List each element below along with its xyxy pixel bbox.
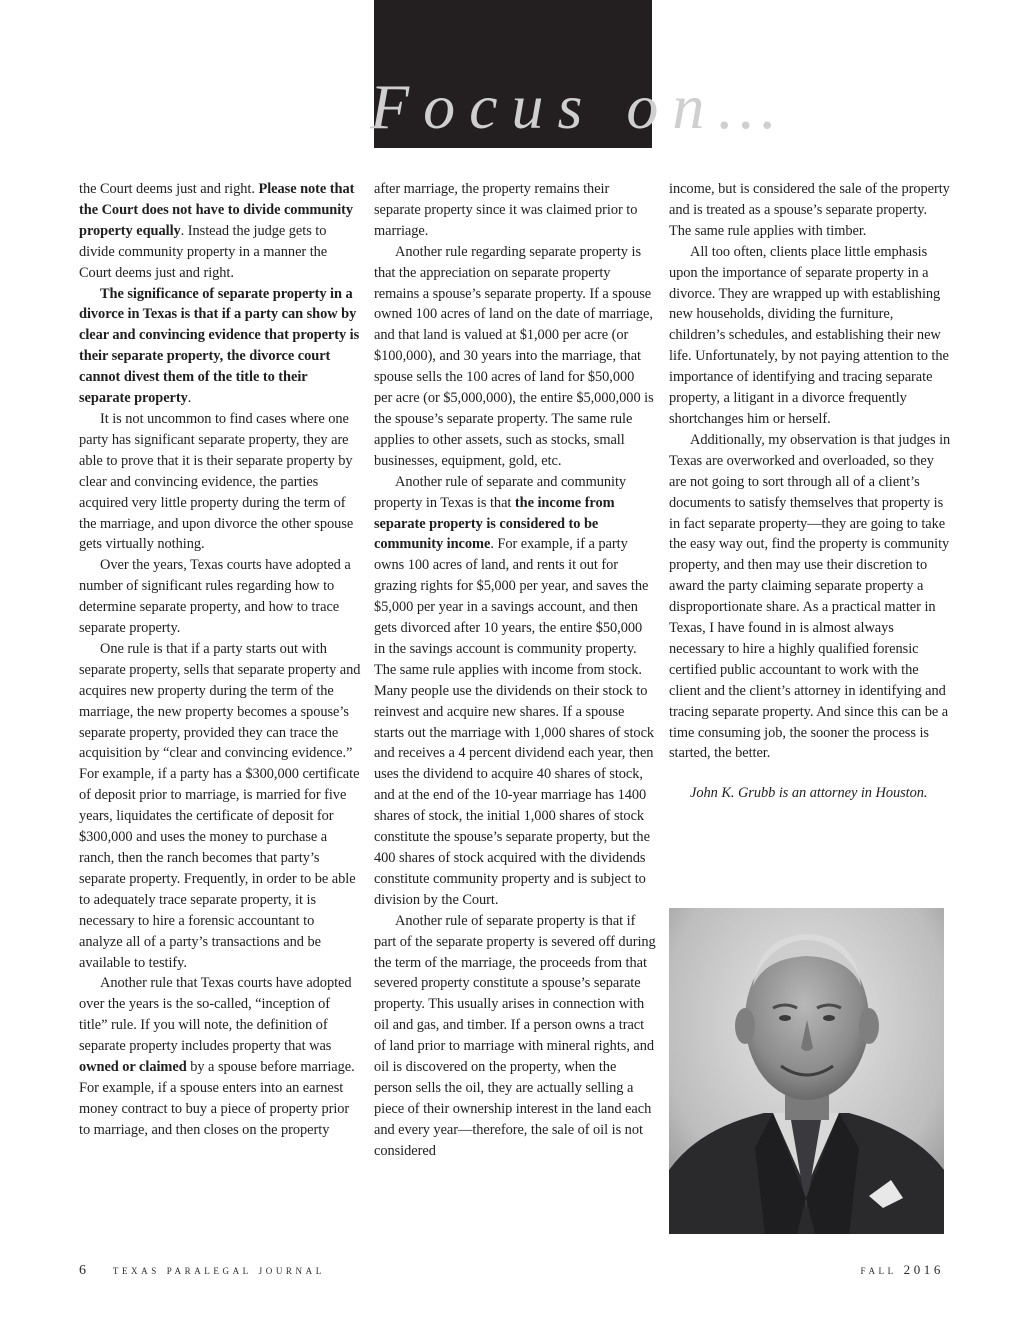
article-paragraph	[374, 242, 656, 472]
bold-text: The significance of separate property in a divorce in Texas is that if a party can show by clear and convincing evidence that property is their separate property, the divorce court cannot divest them of the title to their separate property	[79, 285, 360, 407]
article-column-1	[79, 179, 361, 1141]
bold-text: Please note that the Court does not have to divide community property equally	[79, 181, 355, 239]
article-column-2	[374, 179, 656, 1162]
article-paragraph	[79, 284, 361, 409]
article-paragraph	[374, 179, 656, 242]
article-paragraph	[374, 472, 656, 911]
article-paragraph	[374, 911, 656, 1162]
text-run: the Court deems just and right.	[79, 181, 259, 197]
text-run: Another rule that Texas courts have adopted over the years is the so-called, “inception of title” rule. If you will note, the definition of separate property includes property that was	[79, 975, 352, 1055]
text-run: It is not uncommon to find cases where one party has significant separate property, they are able to prove that it is their separate property by clear and convincing evidence, the parties acquired very little property during the term of the marriage, and upon divorce the other spouse gets virtually nothing.	[79, 410, 354, 553]
text-run: Another rule regarding separate property is that the appreciation on separate property remains a spouse’s separate property. If a spouse owned 100 acres of land on the date of marriage, and that land is valued at $1,000 per acre (or $100,000), and 30 years into the marriage, that spouse sells the 100 acres of land for $50,000 per acre (or $5,000,000), the entire $5,000,000 is the spouse’s separate property. The same rule applies to other assets, such as stocks, small businesses, equipment, gold, etc.	[374, 243, 654, 469]
page-number: 6	[79, 1263, 86, 1278]
article-paragraph	[669, 179, 951, 242]
article-paragraph	[79, 973, 361, 1140]
text-run: One rule is that if a party starts out with separate property, sells that separate property and acquires new property during the term of the marriage, the new property becomes a spouse’s separate property, provided they can trace the acquisition by “clear and convincing evidence.” For example, if a party has a $300,000 certificate of deposit prior to marriage, is married for five years, liquidates the certificate of deposit for $300,000 and uses the money to purchase a ranch, then the ranch becomes that party’s separate property. Frequently, in order to be able to adequately trace separate property, it is necessary to hire a forensic accountant to analyze all of a party’s transactions and be available to testify.	[79, 640, 361, 971]
focus-on-title-text: Focus on…	[370, 71, 790, 142]
text-run: . Instead the judge gets to divide community property in a manner the Court deems just and right.	[79, 222, 328, 281]
column-3-paragraphs	[669, 179, 951, 764]
focus-on-title	[330, 58, 790, 168]
article-paragraph	[669, 242, 951, 430]
text-run: by a spouse before marriage. For example, if a spouse enters into an earnest money contract to buy a piece of property prior to marriage, and then closes on the property	[79, 1059, 355, 1138]
article-column-3	[669, 179, 951, 804]
author-photo	[669, 908, 944, 1234]
text-run: . For example, if a party owns 100 acres of land, and rents it out for grazing rights for $5,000 per year, and saves the $5,000 per year in a savings account, and then gets divorced after 10 years, the entire $50,000 in the savings account is community property. The same rule applies with income from stock. Many people use the dividends on their stock to reinvest and acquire new shares. If a spouse starts out the marriage with 1,000 shares of stock and receives a 4 percent dividend each year, then uses the dividend to acquire 40 shares of stock, and at the end of the 10-year marriage has 1400 shares of stock, the initial 1,000 shares of stock constitute the spouse’s separate property, but the 400 shares of stock acquired with the dividends constitute community property and is subject to division by the Court.	[374, 536, 655, 908]
bold-text: owned or claimed	[79, 1059, 187, 1076]
article-paragraph	[79, 639, 361, 974]
text-run: Another rule of separate and community property in Texas is that	[374, 473, 627, 511]
article-paragraph	[669, 430, 951, 765]
publication-name: texas paralegal journal	[112, 1262, 325, 1277]
text-run: Over the years, Texas courts have adopted a number of significant rules regarding how to determine separate property, and how to trace separate property.	[79, 557, 351, 637]
bold-text: the income from separate property is considered to be community income	[374, 494, 615, 553]
author-bio: John K. Grubb is an attorney in Houston.	[690, 785, 928, 802]
text-run: All too often, clients place little emphasis upon the importance of separate property in a divorce. They are wrapped up with establishing new households, dividing the furniture, children’s schedules, and establishing their new life. Unfortunately, by not paying attention to the importance of identifying and tracing separate property, a litigant in a divorce frequently shortchanges him or herself.	[669, 243, 949, 427]
text-run: .	[187, 390, 192, 407]
article-paragraph	[79, 179, 361, 284]
article-paragraph	[79, 555, 361, 639]
text-run: Additionally, my observation is that judges in Texas are overworked and overloaded, so they are not going to sort through all of a client’s documents to satisfy themselves that property is in fact separate property—they are going to take the easy way out, find the property is community property, and then may use their discretion to award the party claiming separate property a disproportionate share. As a practical matter in Texas, I have found in is almost always necessary to hire a highly qualified forensic certified public accountant to work with the client and the client’s attorney in identifying and tracing separate property. And since this can be a time consuming job, the sooner the process is started, the better.	[669, 431, 951, 762]
text-run: income, but is considered the sale of the property and is treated as a spouse’s separate property. The same rule applies with timber.	[669, 181, 950, 239]
article-paragraph	[79, 409, 361, 555]
footer-left	[79, 1262, 325, 1279]
text-run: Another rule of separate property is that if part of the separate property is severed off during the term of the marriage, the proceeds from that severed property constitute a spouse’s separate property. This usually arises in connection with oil and gas, and timber. If a person owns a tract of land prior to marriage with mineral rights, and oil is discovered on the property, when the person sells the oil, they are actually selling a piece of their ownership interest in the land each and every year—therefore, the sale of oil is not considered	[374, 912, 656, 1159]
footer-issue: fall 2016	[860, 1262, 944, 1277]
text-run: after marriage, the property remains their separate property since it was claimed prior to marriage.	[374, 181, 638, 239]
